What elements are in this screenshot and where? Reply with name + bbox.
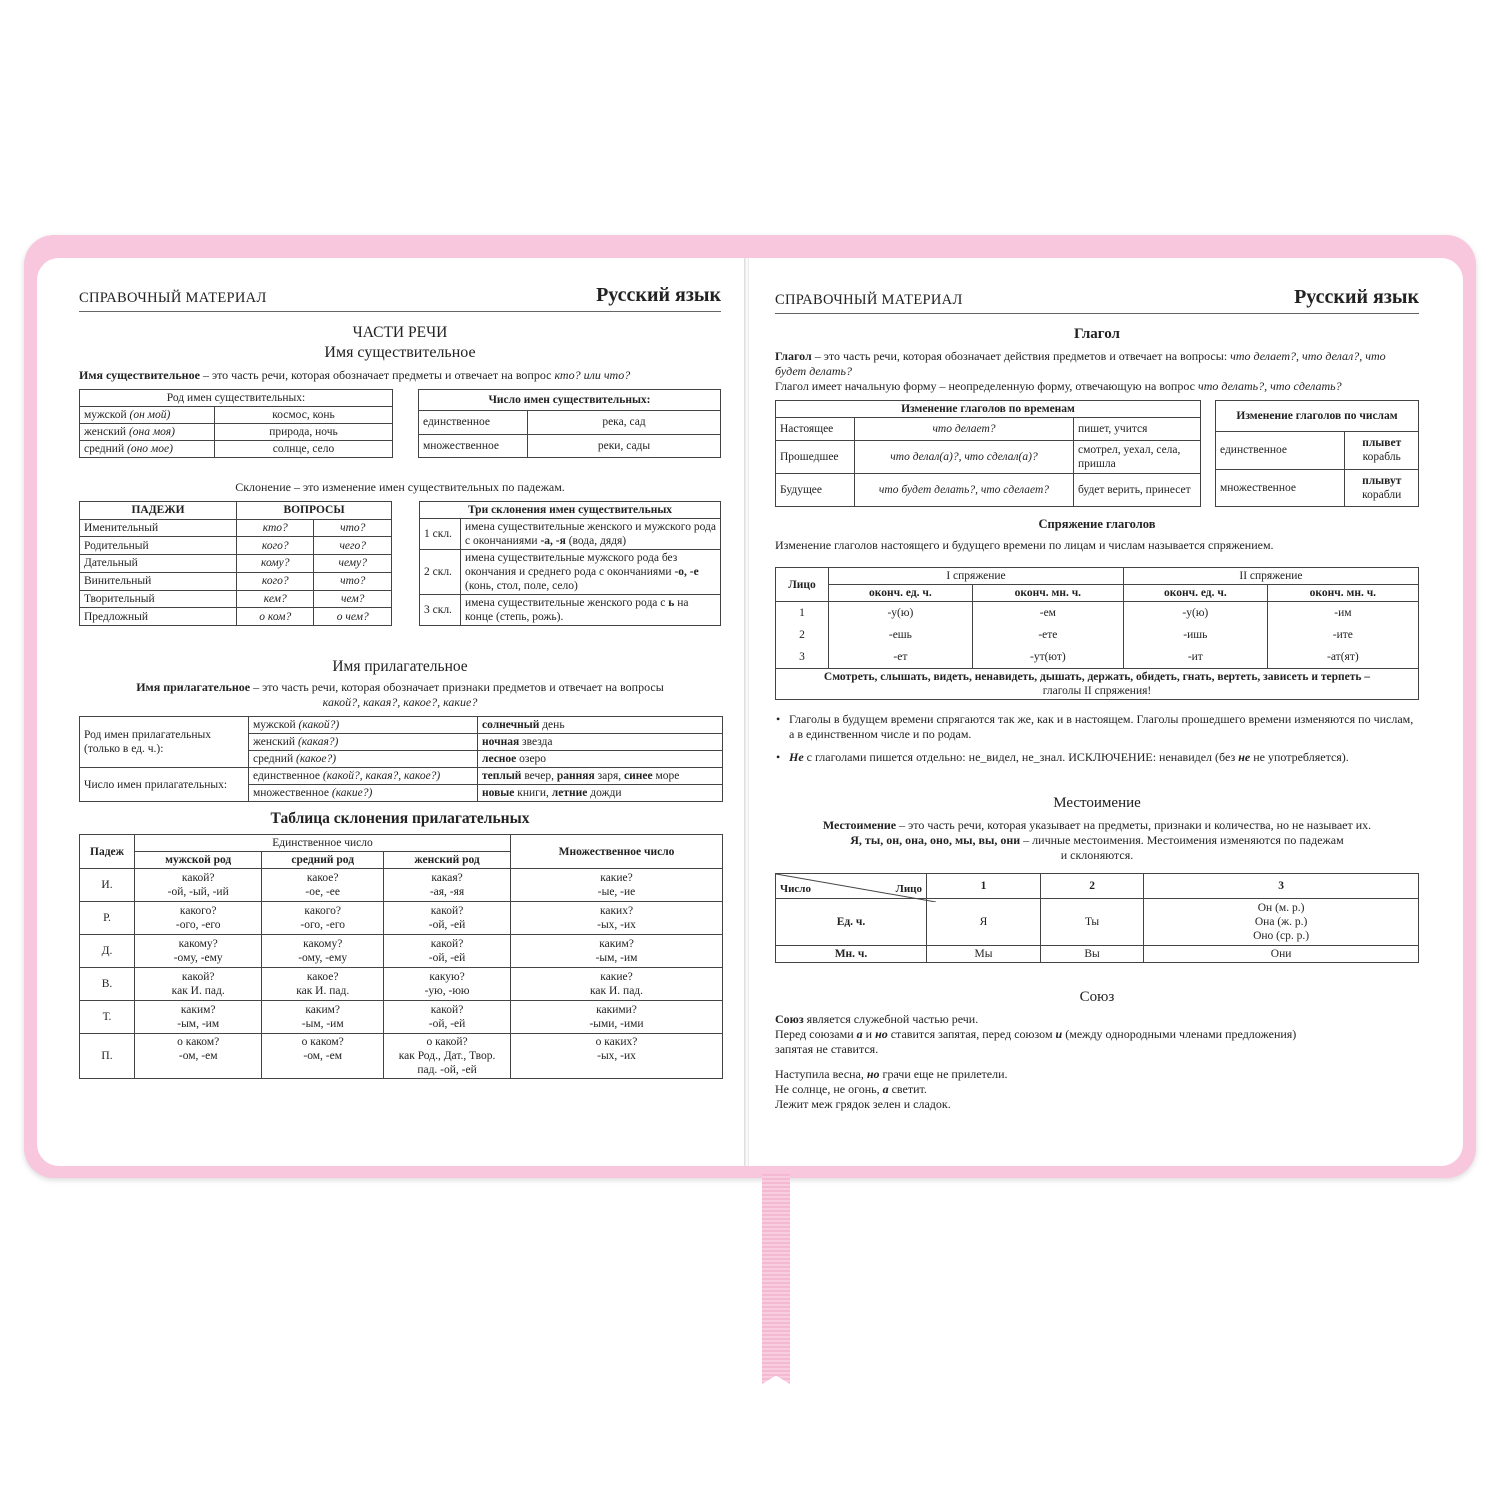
table-row: единственное плывет корабль <box>1216 432 1419 469</box>
verb-number-table: Изменение глаголов по числам единственное плывет корабль множественное плывут корабли <box>1215 400 1419 507</box>
page-header <box>79 284 721 312</box>
table-row: мужской (он мой) космос, конь <box>80 407 393 424</box>
noun-title: Имя существительное <box>324 344 476 361</box>
table-row: Род имен прилагательных (только в ед. ч.): мужской (какой?) солнечный день <box>80 717 723 734</box>
right-page <box>749 258 1463 1166</box>
adjective-declension-title: Таблица склонения прилагательных <box>270 810 530 827</box>
header-subject: Русский язык <box>1294 286 1419 308</box>
conjunction-title: Союз <box>1079 989 1115 1005</box>
table-row: 2 скл. имена существительные мужского рода без окончания и среднего рода с окончаниями -о, -е (конь, стол, поле, село) <box>420 550 721 595</box>
table-row: множественное плывут корабли <box>1216 469 1419 506</box>
pronoun-title: Местоимение <box>1053 795 1141 811</box>
table-row: 3 скл. имена существительные женского рода с ь на конце (степь, рожь). <box>420 595 721 626</box>
table-row: множественное реки, сады <box>419 434 721 457</box>
verb-title: Глагол <box>1074 326 1120 342</box>
verb-note-2: • Не с глаголами пишется отдельно: не_видел, не_знал. ИСКЛЮЧЕНИЕ: ненавидел (без не не употребляется). <box>775 750 1419 765</box>
verb-tense-table: Изменение глаголов по временам Настоящее что делает? пишет, учится Прошедшее что делал(а)?, что сделал(а)? смотрел, уехал, села, пришла Будущее что будет делать?, что сделает? будет верить, принесет <box>775 400 1201 507</box>
table-row: Предложный о ком? о чем? <box>80 608 392 626</box>
left-page <box>37 258 745 1166</box>
header-section: СПРАВОЧНЫЙ МАТЕРИАЛ <box>775 292 963 308</box>
table-row: 1 -у(ю) -ем -у(ю) -им <box>776 602 1419 625</box>
table-row: средний (какое?) лесное озеро <box>80 751 723 768</box>
noun-gender-table: Род имен существительных: мужской (он мой) космос, конь женский (она моя) природа, ночь средний (оно мое) солнце, село <box>79 389 393 458</box>
table-row: Именительный кто? что? <box>80 519 392 537</box>
table-row: Настоящее что делает? пишет, учится <box>776 418 1201 441</box>
table-row: женский (какая?) ночная звезда <box>80 734 723 751</box>
table-row: П. о каком? -ом, -ем о каком? -ом, -ем о какой? как Род., Дат., Твор. пад. -ой, -ей о каких? -ых, -их <box>80 1034 723 1079</box>
table-row: 3 -ет -ут(ют) -ит -ат(ят) <box>776 646 1419 669</box>
conjugation-table: Лицо I спряжение II спряжение оконч. ед. ч. оконч. мн. ч. оконч. ед. ч. оконч. мн. ч. 1 -у(ю) -ем -у(ю) -им 2 -ешь -ете -ишь -ите 3 -ет -ут(ют) -ит -ат(ят) Смотреть, слышать, видеть, ненавидеть, дышать, держать, обидеть, гнать, вертеть, зависеть и терпеть – глаголы II спряжения! <box>775 567 1419 700</box>
table-row: Дательный кому? чему? <box>80 555 392 573</box>
header-section: СПРАВОЧНЫЙ МАТЕРИАЛ <box>79 290 267 306</box>
cases-table: ПАДЕЖИ ВОПРОСЫ Именительный кто? что? Родительный кого? чего? Дательный кому? чему? Винительный кого? что? Творительный кем? чем? Предложный о ком? о чем? <box>79 501 392 626</box>
adjective-definition: Имя прилагательное – это часть речи, которая обозначает признаки предметов и отвечает на вопросы какой?, какая?, какое?, какие? <box>136 680 664 709</box>
adjective-table <box>79 716 723 802</box>
verb-note-1: • Глаголы в будущем времени спрягаются так же, как и в настоящем. Глаголы прошедшего времени изменяются по числам, а в единственном числе и по родам. <box>775 712 1419 742</box>
table-row: Число имен прилагательных: единственное (какой?, какая?, какое?) теплый вечер, ранняя заря, синее море <box>80 768 723 785</box>
table-row: женский (она моя) природа, ночь <box>80 424 393 441</box>
noun-definition: Имя существительное – это часть речи, которая обозначает предметы и отвечает на вопрос кто? или что? <box>79 368 631 382</box>
table-row: В. какой? как И. пад. какое? как И. пад. какую? -ую, -юю какие? как И. пад. <box>80 968 723 1001</box>
table-row: Творительный кем? чем? <box>80 590 392 608</box>
table-row: Р. какого? -ого, -его какого? -ого, -его какой? -ой, -ей каких? -ых, -их <box>80 902 723 935</box>
bookmark-ribbon[interactable] <box>762 1174 790 1384</box>
pronoun-table: Число Лицо 1 2 3 Ед. ч. Я Ты Он (м. р.) Она (ж. р.) Оно (ср. р.) Мн. ч. Мы Вы Они <box>775 873 1419 963</box>
conjunction-text: Союз является служебной частью речи. Перед союзами а и но ставится запятая, перед союзом и (между однородными членами предложения) запятая не ставится. <box>775 1012 1297 1056</box>
adjective-title: Имя прилагательное <box>332 658 468 675</box>
table-row: И. какой? -ой, -ый, -ий какое? -ое, -ее какая? -ая, -яя какие? -ые, -ие <box>80 869 723 902</box>
table-row: множественное (какие?) новые книги, летние дожди <box>80 785 723 802</box>
table-row: Т. каким? -ым, -им каким? -ым, -им какой? -ой, -ей какими? -ыми, -ими <box>80 1001 723 1034</box>
table-row: 1 скл. имена существительные женского и мужского рода с окончаниями -а, -я (вода, дядя) <box>420 519 721 550</box>
table-row: Будущее что будет делать?, что сделает? будет верить, принесет <box>776 474 1201 507</box>
table-row: Мн. ч. Мы Вы Они <box>776 946 1419 963</box>
page-header <box>775 286 1419 314</box>
adjective-declension-table: Падеж Единственное число Множественное число мужской род средний род женский род И. какой? -ой, -ый, -ий какое? -ое, -ее какая? -ая, -яя какие? -ые, -ие Р. какого? -ого, -его какого? -ого, -его какой? -ой, -ей каких? -ых, -их Д. какому? -ому, -ему какому? -ому, -ему какой? -ой, -ей каким? -ым, -им В. какой? как И. пад. какое? как И. пад. какую? -ую, -юю какие? как И. пад. Т. каким? -ым, -им каким? -ым, -им какой? -ой, -ей какими? -ыми, -ими П. о каком? -ом, -ем о каком? -ом, -ем о какой? как Род., Дат., Твор. пад. -ой, -ей о каких? -ых, -их <box>79 834 723 1079</box>
parts-of-speech-title: ЧАСТИ РЕЧИ <box>352 324 448 341</box>
table-row: средний (оно мое) солнце, село <box>80 441 393 458</box>
table-row: 2 -ешь -ете -ишь -ите <box>776 624 1419 646</box>
pronoun-definition: Местоимение – это часть речи, которая указывает на предметы, признаки и количества, но не называет их. Я, ты, он, она, оно, мы, вы, они – личные местоимения. Местоимения изменяются по падежам и склоняются. <box>822 818 1372 862</box>
table-row: единственное река, сад <box>419 411 721 434</box>
table-row: Д. какому? -ому, -ему какому? -ому, -ему какой? -ой, -ей каким? -ым, -им <box>80 935 723 968</box>
table-row: Винительный кого? что? <box>80 572 392 590</box>
table-row: Родительный кого? чего? <box>80 537 392 555</box>
declension-definition: Склонение – это изменение имен существительных по падежам. <box>235 480 565 494</box>
conjugation-title: Спряжение глаголов <box>1038 517 1156 531</box>
table-row: Ед. ч. Я Ты Он (м. р.) Она (ж. р.) Оно (ср. р.) <box>776 899 1419 946</box>
three-declensions-table: Три склонения имен существительных 1 скл. имена существительные женского и мужского рода с окончаниями -а, -я (вода, дядя) 2 скл. имена существительные мужского рода без окончания и среднего рода с окончаниями -о, -е (конь, стол, поле, село) 3 скл. имена существительные женского рода с ь на конце (степь, рожь). <box>419 501 721 626</box>
conjugation-definition: Изменение глаголов настоящего и будущего времени по лицам и числам называется спряжением. <box>775 538 1274 552</box>
noun-number-table: Число имен существительных: единственное река, сад множественное реки, сады <box>418 389 721 458</box>
header-subject: Русский язык <box>596 284 721 306</box>
verb-definition: Глагол – это часть речи, которая обозначает действия предметов и отвечает на вопросы: что делает?, что делал?, что будет делать? Глагол имеет начальную форму – неопределенную форму, отвечающую на вопрос что делать?, что сделать? <box>775 349 1386 393</box>
conjunction-examples: Наступила весна, но грачи еще не прилетели. Не солнце, не огонь, а светит. Лежит меж грядок зелен и сладок. <box>775 1067 1008 1111</box>
table-row: Прошедшее что делал(а)?, что сделал(а)? смотрел, уехал, села, пришла <box>776 441 1201 474</box>
